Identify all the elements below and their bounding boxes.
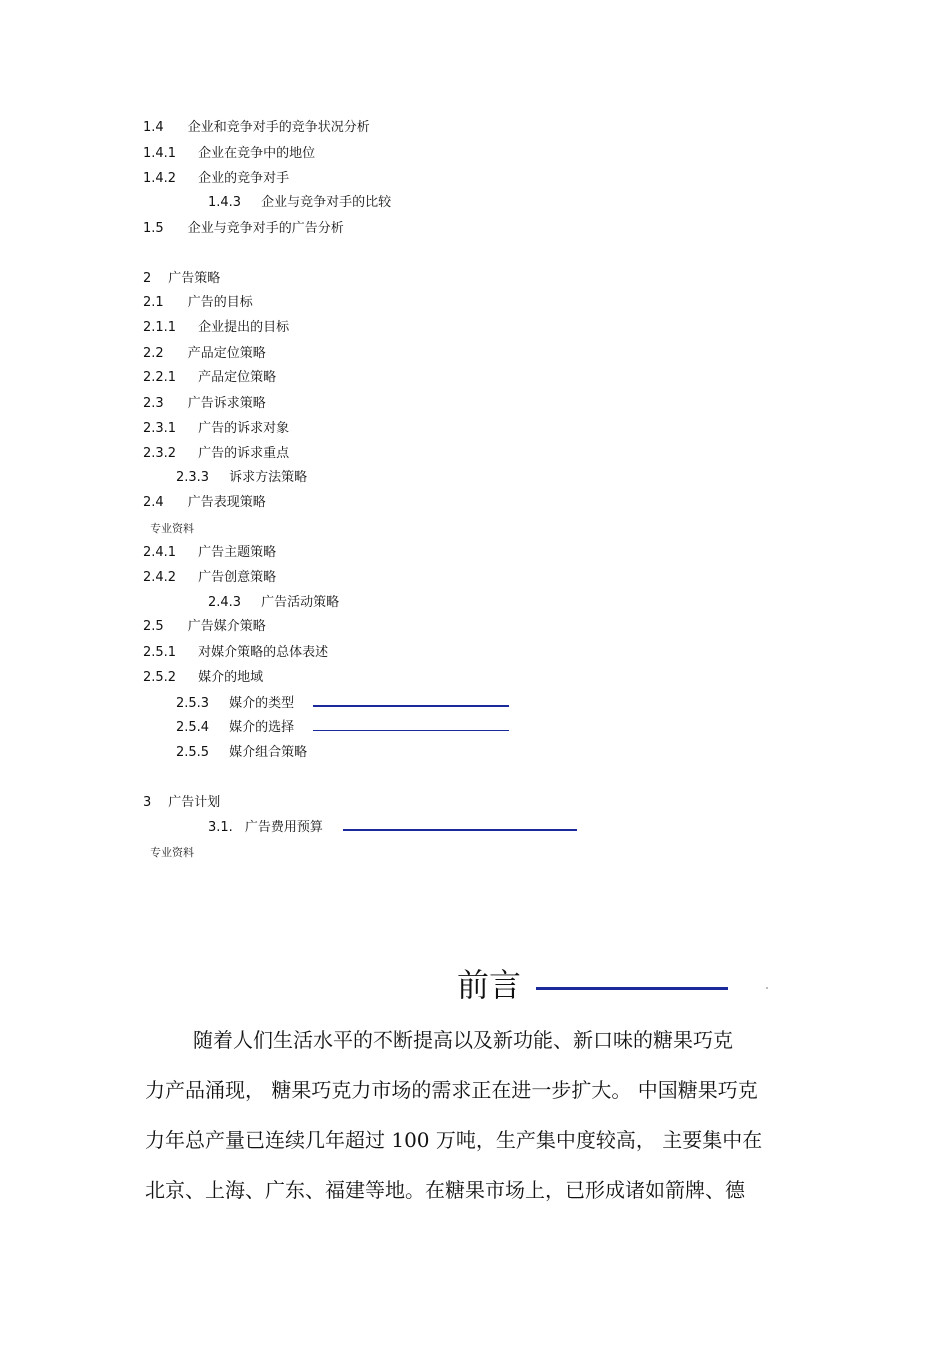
toc-item: 2.1 广告的目标 xyxy=(143,295,253,310)
toc-item: 2.4.1 广告主题策略 xyxy=(143,545,277,560)
toc-item: 2.3.2 广告的诉求重点 xyxy=(143,446,290,461)
footer-note: 专业资料 xyxy=(150,846,194,859)
toc-item: 1.5 企业与竞争对手的广告分析 xyxy=(143,221,344,236)
section-heading: 前言 xyxy=(457,966,522,1004)
toc-item: 2.4.2 广告创意策略 xyxy=(143,570,277,585)
toc-item: 1.4.3 企业与竞争对手的比较 xyxy=(208,195,392,210)
intro-paragraph xyxy=(145,1015,815,1215)
toc-item: 2.5.1 对媒介策略的总体表述 xyxy=(143,645,329,660)
toc-leader-rule xyxy=(343,829,577,831)
toc-item: 2 广告策略 xyxy=(143,271,221,286)
toc-leader-rule xyxy=(313,730,509,731)
paragraph-line: 力年总产量已连续几年超过 100 万吨，生产集中度较高， 主要集中在 xyxy=(145,1128,763,1152)
toc-item: 2.2 产品定位策略 xyxy=(143,346,266,361)
toc-item: 2.5.2 媒介的地域 xyxy=(143,670,264,685)
toc-item: 2.5.5 媒介组合策略 xyxy=(176,745,308,760)
toc-item: 2.1.1 企业提出的目标 xyxy=(143,320,290,335)
heading-rule xyxy=(536,987,728,990)
paragraph-line: 北京、上海、广东、福建等地。在糖果市场上，已形成诸如箭牌、德 xyxy=(145,1178,745,1202)
toc-item: 3.1. 广告费用预算 xyxy=(208,820,323,835)
toc-item: 2.3.3 诉求方法策略 xyxy=(176,470,308,485)
paragraph-line: 随着人们生活水平的不断提高以及新功能、新口味的糖果巧克 xyxy=(193,1028,733,1052)
toc-item: 1.4 企业和竞争对手的竞争状况分析 xyxy=(143,120,370,135)
toc-item: 2.5 广告媒介策略 xyxy=(143,619,266,634)
toc-item: 2.4 广告表现策略 xyxy=(143,495,266,510)
toc-item: 2.4.3 广告活动策略 xyxy=(208,595,340,610)
toc-item: 3 广告计划 xyxy=(143,795,221,810)
toc-item: 1.4.2 企业的竞争对手 xyxy=(143,171,290,186)
footer-note: 专业资料 xyxy=(150,522,194,535)
toc-item: 2.3 广告诉求策略 xyxy=(143,396,266,411)
toc-leader-rule xyxy=(313,705,509,707)
speck xyxy=(766,987,768,989)
toc-item: 2.5.3 媒介的类型 xyxy=(176,696,295,711)
toc-item: 1.4.1 企业在竞争中的地位 xyxy=(143,146,316,161)
toc-item: 2.5.4 媒介的选择 xyxy=(176,720,295,735)
toc-item: 2.3.1 广告的诉求对象 xyxy=(143,421,290,436)
paragraph-line: 力产品涌现， 糖果巧克力市场的需求正在进一步扩大。 中国糖果巧克 xyxy=(145,1078,758,1102)
toc-item: 2.2.1 产品定位策略 xyxy=(143,370,277,385)
